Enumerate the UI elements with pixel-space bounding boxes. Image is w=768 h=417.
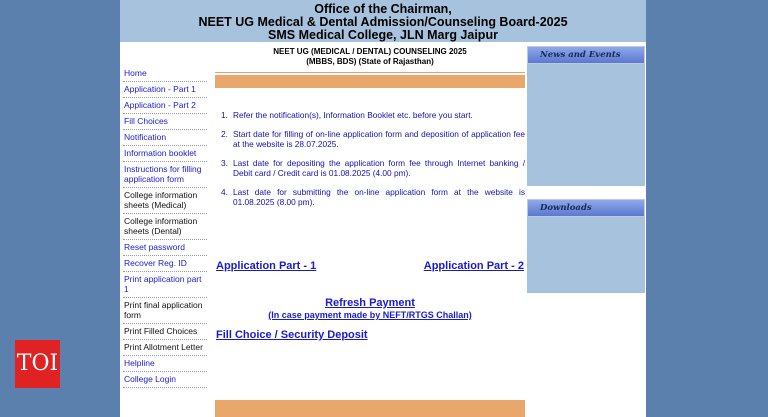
bottom-orange-banner [215,400,525,417]
page-container [120,0,646,417]
sidebar-item-print-application-part-1[interactable]: Print application part 1 [123,272,207,298]
counseling-title-line-2: (MBBS, BDS) (State of Rajasthan) [306,57,434,66]
instruction-item [215,158,525,178]
application-part-1-link[interactable]: Application Part - 1 [216,260,317,272]
sidebar-item-notification[interactable]: Notification [123,130,207,146]
sidebar-item-instructions[interactable]: Instructions for filling application form [123,162,207,188]
application-part-2-link[interactable]: Application Part - 2 [423,260,524,272]
sidebar-item-print-final-application[interactable]: Print final application form [123,298,207,324]
counseling-title [215,47,525,67]
instructions-list [215,110,525,207]
main-content [215,45,525,216]
header-line-2: NEET UG Medical & Dental Admission/Counseling Board-2025 [198,15,568,29]
instruction-item [215,110,525,120]
sidebar-item-reset-password[interactable]: Reset password [123,240,207,256]
sidebar-item-fill-choices[interactable]: Fill Choices [123,114,207,130]
instruction-text: Last date for depositing the application form fee through Internet banking / Debit card / Credit card is 01.08.2025 (4.00 pm). [233,158,525,178]
instruction-number: 2. [221,129,228,139]
orange-banner [215,75,525,88]
header-line-3: SMS Medical College, JLN Marg Jaipur [268,28,498,42]
instruction-number: 1. [221,110,228,120]
instruction-number: 4. [221,187,228,197]
sidebar-item-helpline[interactable]: Helpline [123,356,207,372]
instruction-text: Last date for submitting the on-line application form at the website is 01.08.2025 (8.00 pm). [233,187,525,207]
refresh-payment-link[interactable]: Refresh Payment [325,297,415,309]
title-divider [215,72,525,73]
sidebar-nav [123,66,207,388]
fill-choice-security-deposit-link[interactable]: Fill Choice / Security Deposit [216,329,368,341]
sidebar-item-application-part-1[interactable]: Application - Part 1 [123,82,207,98]
sidebar-item-home[interactable]: Home [123,66,207,82]
application-links [216,260,524,274]
instruction-number: 3. [221,158,228,168]
sidebar-item-recover-reg-id[interactable]: Recover Reg. ID [123,256,207,272]
sidebar-item-college-login[interactable]: College Login [123,372,207,388]
news-events-panel [527,46,645,186]
instruction-item [215,187,525,207]
instruction-text: Start date for filling of on-line application form and deposition of application fee at the website is 28.07.2025. [233,129,525,149]
news-events-title: News and Events [527,46,645,64]
sidebar-item-application-part-2[interactable]: Application - Part 2 [123,98,207,114]
sidebar-item-print-filled-choices[interactable]: Print Filled Choices [123,324,207,340]
header-line-1: Office of the Chairman, [314,2,452,16]
sidebar-item-information-booklet[interactable]: Information booklet [123,146,207,162]
refresh-payment-note[interactable]: (In case payment made by NEFT/RTGS Challan) [268,310,472,320]
downloads-title: Downloads [527,199,645,217]
instruction-text: Refer the notification(s), Information Booklet etc. before you start. [233,110,473,120]
instruction-item [215,129,525,149]
sidebar-item-college-info-medical[interactable]: College information sheets (Medical) [123,188,207,214]
toi-logo: TOI [15,340,60,388]
refresh-payment-section [216,297,524,321]
sidebar-item-college-info-dental[interactable]: College information sheets (Dental) [123,214,207,240]
counseling-title-line-1: NEET UG (MEDICAL / DENTAL) COUNSELING 2025 [273,47,467,56]
sidebar-item-print-allotment-letter[interactable]: Print Allotment Letter [123,340,207,356]
downloads-panel [527,199,645,293]
page-header [120,0,646,42]
